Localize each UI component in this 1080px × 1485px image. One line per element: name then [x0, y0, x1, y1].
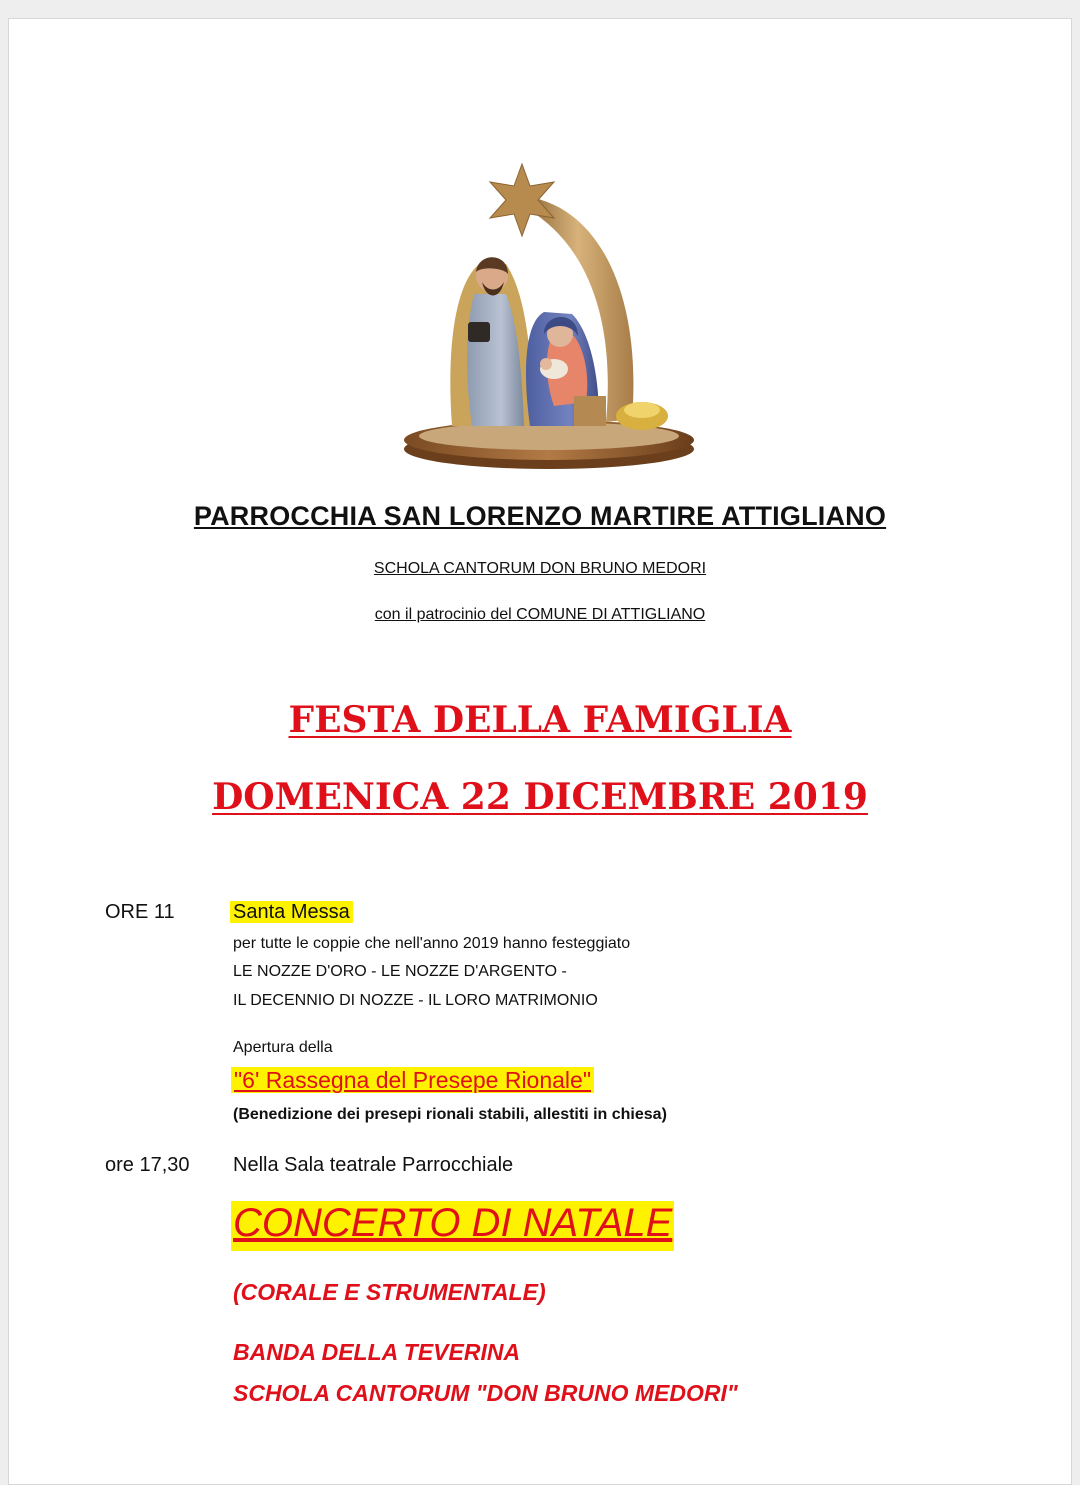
- event-date: DOMENICA 22 DICEMBRE 2019: [212, 776, 868, 818]
- nativity-illustration: [394, 144, 704, 469]
- mass-line-2: LE NOZZE D'ORO - LE NOZZE D'ARGENTO -: [233, 963, 567, 980]
- mass-line-1: per tutte le coppie che nell'anno 2019 hanno festeggiato: [233, 935, 631, 952]
- mass-label: Santa Messa: [230, 901, 353, 923]
- concert-title: CONCERTO DI NATALE: [231, 1201, 674, 1251]
- poster-page: [8, 18, 1072, 1485]
- morning-time: ORE 11: [105, 901, 175, 923]
- concert-type: (CORALE E STRUMENTALE): [233, 1279, 546, 1305]
- performer-choir: SCHOLA CANTORUM "DON BRUNO MEDORI": [233, 1380, 738, 1406]
- evening-time: ore 17,30: [105, 1154, 190, 1176]
- opening-label: Apertura della: [233, 1039, 333, 1056]
- blessing-note: (Benedizione dei presepi rionali stabili, allestiti in chiesa): [233, 1106, 667, 1123]
- schola-subtitle: SCHOLA CANTORUM DON BRUNO MEDORI: [373, 560, 707, 577]
- rassegna-title: "6' Rassegna del Presepe Rionale": [231, 1067, 594, 1093]
- performer-band: BANDA DELLA TEVERINA: [233, 1339, 521, 1365]
- patronage-line: con il patrocinio del COMUNE DI ATTIGLIANO: [374, 606, 706, 623]
- venue-label: Nella Sala teatrale Parrocchiale: [233, 1154, 514, 1176]
- mass-line-3: IL DECENNIO DI NOZZE - IL LORO MATRIMONIO: [233, 992, 598, 1009]
- event-title: FESTA DELLA FAMIGLIA: [288, 699, 792, 741]
- parish-title: PARROCCHIA SAN LORENZO MARTIRE ATTIGLIANO: [193, 501, 887, 531]
